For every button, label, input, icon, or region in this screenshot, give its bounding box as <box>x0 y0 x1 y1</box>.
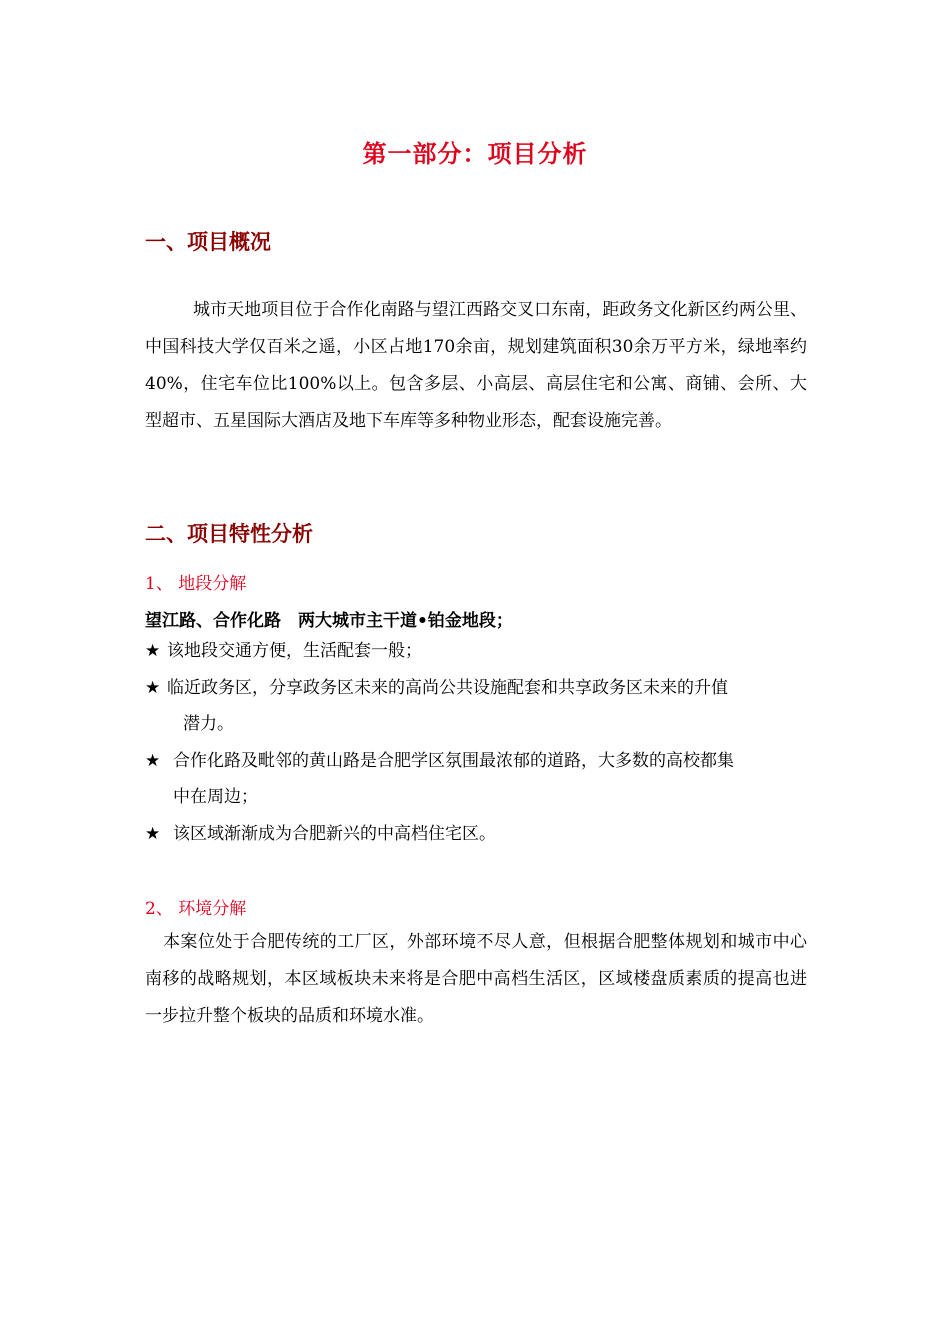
bullet-item <box>145 816 807 852</box>
bullet-text: 临近政务区，分享政务区未来的高尚公共设施配套和共享政务区未来的升值 <box>167 678 728 698</box>
bullet-item <box>145 743 807 815</box>
bullet-text-continued: 中在周边； <box>173 787 258 807</box>
environment-paragraph: 本案位处于合肥传统的工厂区，外部环境不尽人意，但根据合肥整体规划和城市中心南移的战略规划，本区域板块未来将是合肥中高档生活区，区域楼盘质素质的提高也进一步拉升整个板块的品质和环境水准。 <box>145 932 807 1026</box>
subheading-environment: 2、 环境分解 <box>145 899 247 919</box>
bullet-text-continued: 潜力。 <box>183 714 234 734</box>
bullet-text: 该区域渐渐成为合肥新兴的中高档住宅区。 <box>173 824 496 844</box>
bullet-item <box>145 633 807 669</box>
overview-paragraph: 城市天地项目位于合作化南路与望江西路交叉口东南，距政务文化新区约两公里、中国科技大学仅百米之遥，小区占地170余亩，规划建筑面积30余万平方米，绿地率约40%，住宅车位比100%以上。包含多层、小高层、高层住宅和公寓、商铺、会所、大型超市、五星国际大酒店及地下车库等多种物业形态，配套设施完善。 <box>145 300 807 431</box>
bullet-text: 合作化路及毗邻的黄山路是合肥学区氛围最浓郁的道路，大多数的高校都集 <box>173 751 734 771</box>
star-icon: ★ <box>145 641 161 661</box>
bullet-text: 该地段交通方便，生活配套一般； <box>167 641 422 661</box>
subheading-location: 1、 地段分解 <box>145 574 247 594</box>
section-heading-overview: 一、项目概况 <box>145 229 271 254</box>
star-icon: ★ <box>145 824 161 844</box>
star-icon: ★ <box>145 678 161 698</box>
star-icon: ★ <box>145 751 161 771</box>
bullet-item <box>145 670 807 742</box>
location-summary: 望江路、合作化路 两大城市主干道•铂金地段； <box>145 611 513 631</box>
document-title: 第一部分：项目分析 <box>362 139 588 168</box>
section-heading-characteristics: 二、项目特性分析 <box>145 521 313 546</box>
